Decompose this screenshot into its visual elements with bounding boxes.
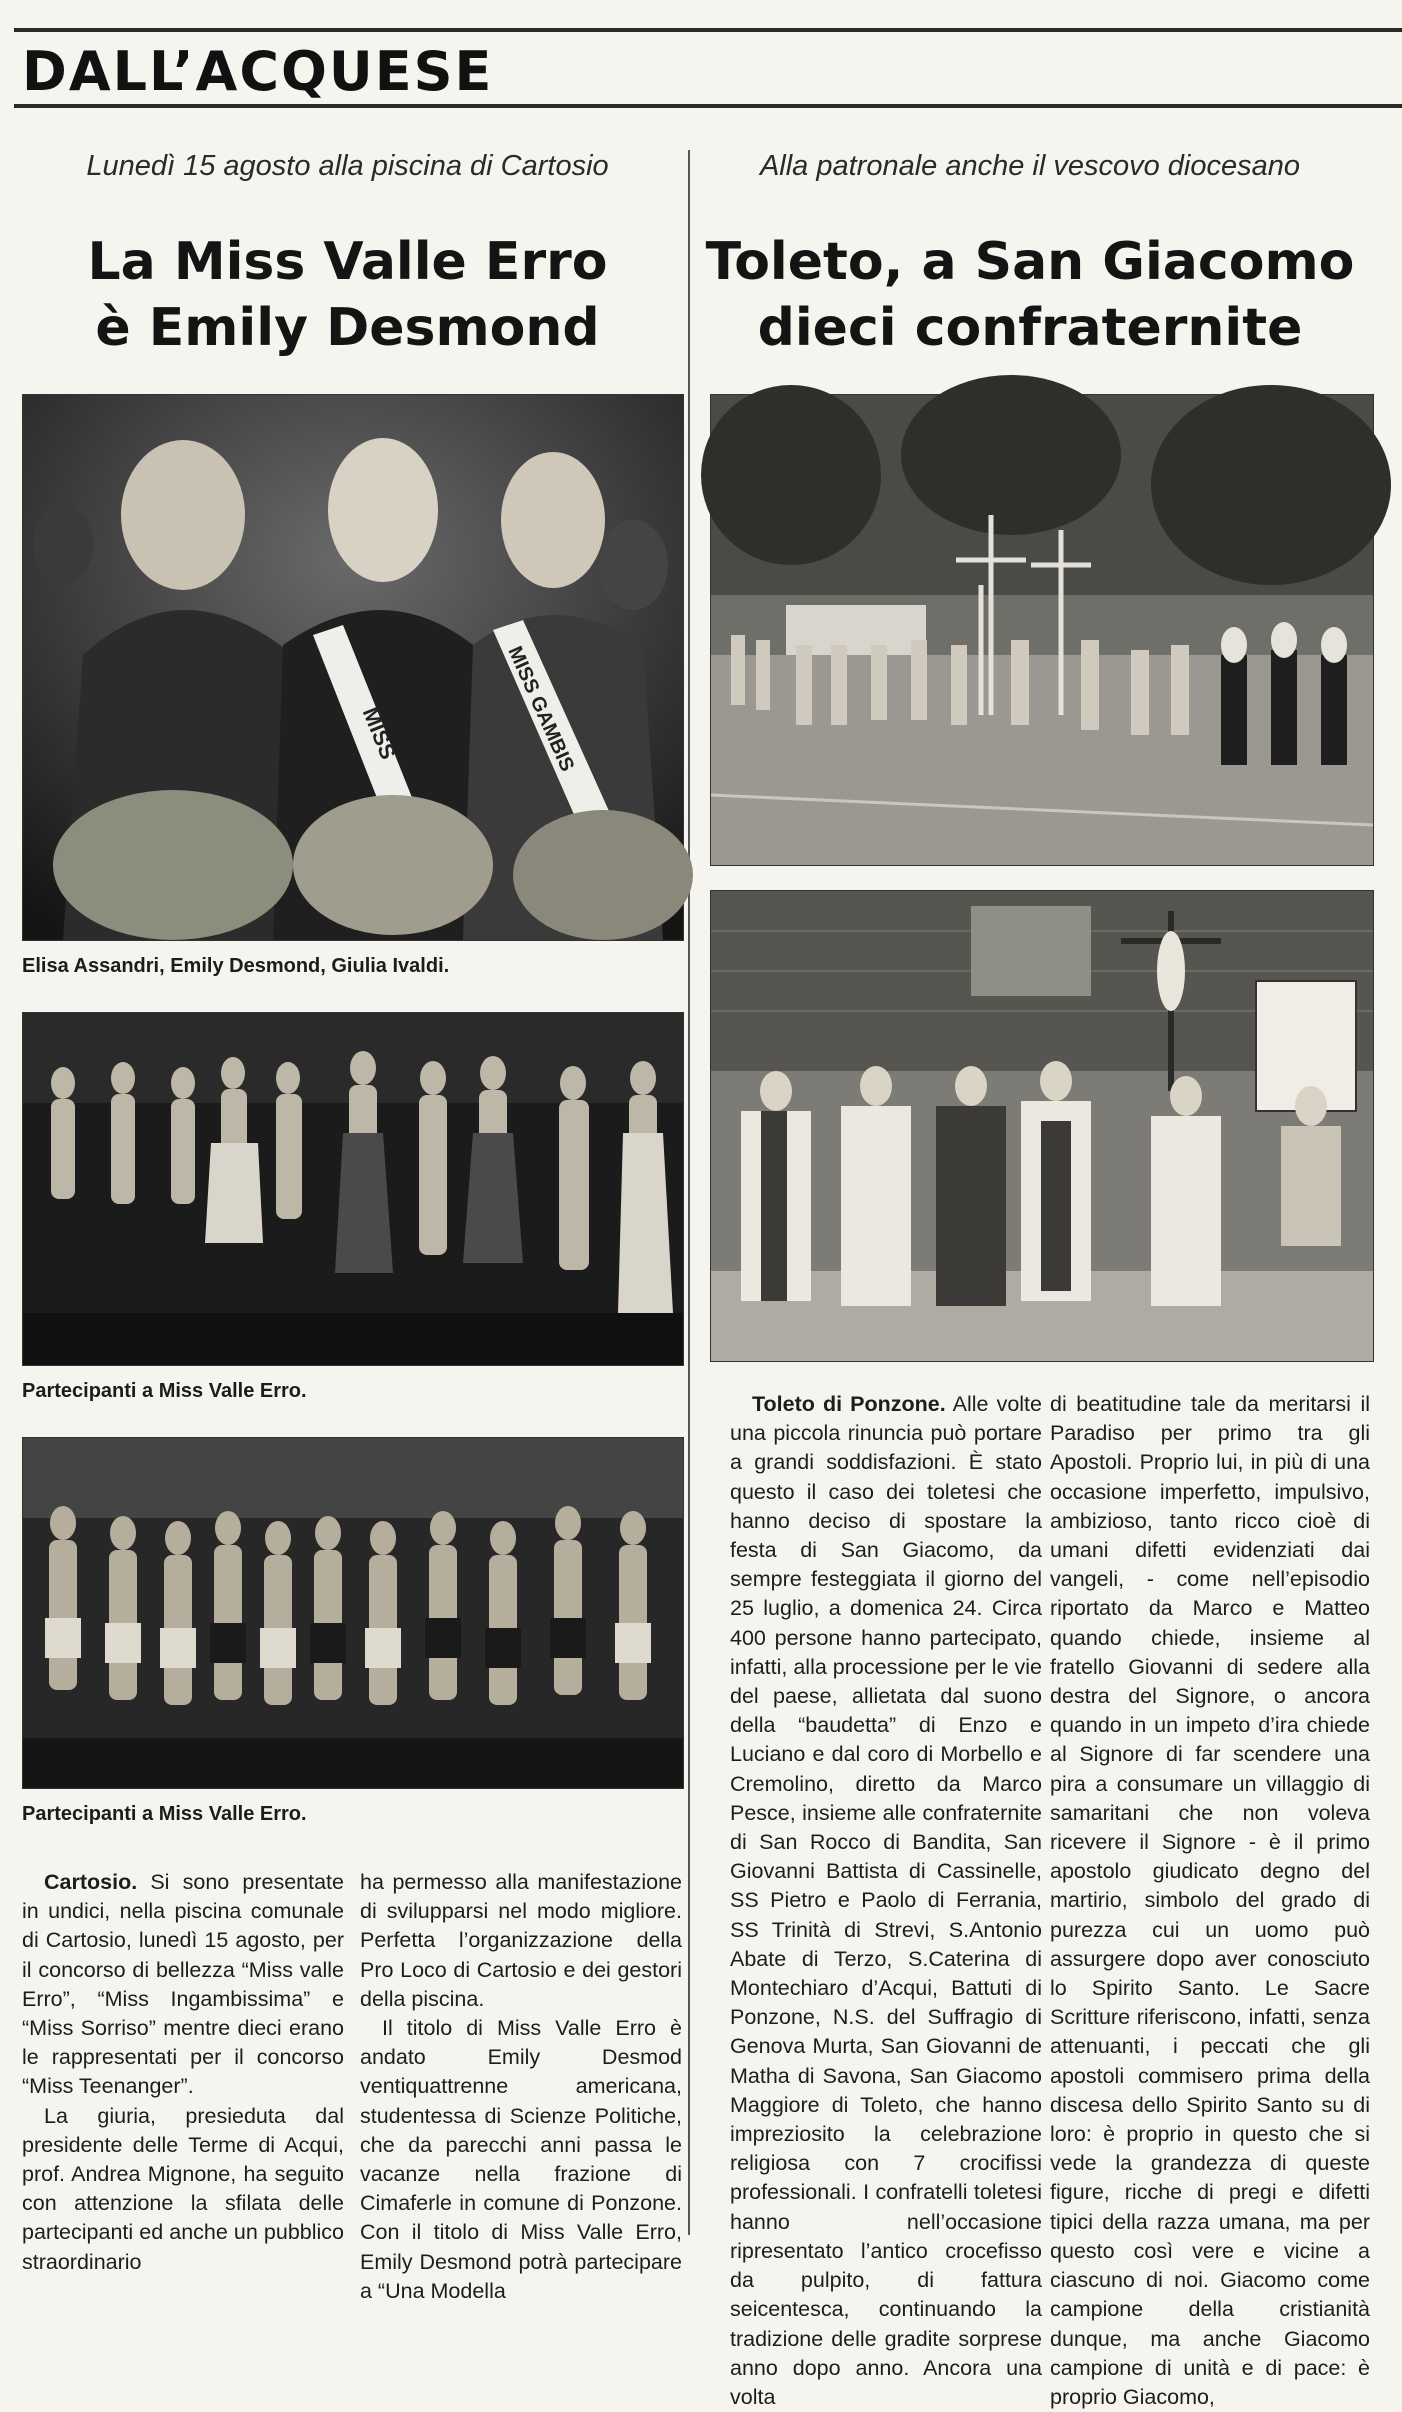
right-dateline: Toleto di Ponzone. xyxy=(752,1392,946,1416)
photo-participants-swimsuits-caption: Partecipanti a Miss Valle Erro. xyxy=(22,1803,307,1825)
left-headline-line2: è Emily Desmond xyxy=(95,298,600,358)
right-headline-line2: dieci confraternite xyxy=(757,298,1303,358)
photo-participants-dresses xyxy=(22,1012,684,1366)
photo-winners-caption: Elisa Assandri, Emily Desmond, Giulia Ivaldi. xyxy=(22,955,450,977)
left-headline-line1: La Miss Valle Erro xyxy=(87,232,608,292)
sash-text-2: MISS GAMBIS xyxy=(503,643,579,775)
left-article-col1 xyxy=(22,1868,344,2274)
left-kicker: Lunedì 15 agosto alla piscina di Cartosio xyxy=(86,150,609,182)
photo-winners xyxy=(22,394,684,941)
right-headline-line1: Toleto, a San Giacomo xyxy=(705,232,1355,292)
left-col2-p1: ha permesso alla manifestazione di svilupparsi nel modo migliore. Perfetta l’organizzazione della Pro Loco di Cartosio e dei gestori della piscina. xyxy=(360,1870,682,2011)
photo-procession xyxy=(710,394,1374,866)
right-col2-p1: di beatitudine tale da meritarsi il Paradiso per primo tra gli Apostoli. Proprio lui, in più di una occasione imperfetto, impulsivo, ambizioso, tanto ricco cioè di umani difetti evidenziati dai vangeli, - come nell’episodio riportato da Marco e Matteo quando chiede, insieme al fratello Giovanni di sedere alla destra del Signore, o ancora quando in un impeto d’ira chiede al Signore di far scendere una pira a consumare un villaggio di samaritani che non voleva ricevere il Signore - è il primo apostolo giudicato degno del martirio, simbolo del grado di purezza cui un uomo può assurgere dopo aver conosciuto lo Spirito Santo. Le Sacre Scritture riferiscono, infatti, senza attenuanti, i peccati che gli apostoli commisero prima della discesa dello Spirito Santo su di loro: è proprio in questo che si vede la grandezza di queste figure, ricche di pregi e difetti tipici della razza umana, ma per questo così vere e vicine a ciascuno di noi. Giacomo come campione della cristianità dunque, ma anche Giacomo campione di unità e di pace: è proprio Giacomo, xyxy=(1050,1392,1370,2409)
left-col2-p2: Il titolo di Miss Valle Erro è andato Emily Desmod ventiquattrenne americana, studentessa di Scienze Politiche, che da parecchi anni passa le vacanze nella frazione di Cimaferle in comune di Ponzone. Con il titolo di Miss Valle Erro, Emily Desmond potrà partecipare a “Una Modella xyxy=(360,2016,682,2303)
right-col1-p1: Alle volte una piccola rinuncia può portare a grandi soddisfazioni. È stato questo il caso dei toletesi che hanno deciso di spostare la festa di San Giacomo, da sempre festeggiata il giorno del 25 luglio, a domenica 24. Circa 400 persone hanno partecipato, infatti, alla processione per le vie del paese, allietata dal suono della “baudetta” di Enzo e Luciano e dal coro di Morbello e Cremolino, diretto da Marco Pesce, insieme alle confraternite di San Rocco di Bandita, San Giovanni Battista di Cassinelle, SS Pietro e Paolo di Ferrania, SS Trinità di Strevi, S.Antonio Abate di Terzo, S.Caterina di Montechiaro d’Acqui, Battuti di Ponzone, N.S. del Suffragio di Genova Murta, San Giovanni de Matha di Savona, San Giacomo Maggiore di Toleto, che hanno impreziosito la celebrazione religiosa con 7 crocifissi professionali. I confratelli toletesi hanno nell’occasione ripresentato l’antico crocefisso da pulpito, di fattura seicentesca, continuando la tradizione delle gradite sorprese anno dopo anno. Ancora una volta xyxy=(730,1392,1042,2409)
right-article-col1 xyxy=(730,1390,1042,2409)
left-article-col2 xyxy=(360,1868,682,2303)
section-title: DALL’ACQUESE xyxy=(22,40,494,103)
article-divider xyxy=(688,150,690,2235)
right-kicker: Alla patronale anche il vescovo diocesano xyxy=(759,150,1301,182)
photo-participants-swimsuits xyxy=(22,1437,684,1789)
header-bottom-rule xyxy=(14,104,1402,108)
sash-text-1: MISS xyxy=(357,703,402,763)
photo-clergy xyxy=(710,890,1374,1362)
left-dateline: Cartosio. xyxy=(44,1870,138,1894)
left-col1-p1: Si sono presentate in undici, nella piscina comunale di Cartosio, lunedì 15 agosto, per il concorso di bellezza “Miss valle Erro”, “Miss Ingambissima” e “Miss Sorriso” mentre dieci erano le rappresentati per il concorso “Miss Teenanger”. xyxy=(22,1870,344,2099)
photo-participants-dresses-caption: Partecipanti a Miss Valle Erro. xyxy=(22,1380,307,1402)
right-article-col2 xyxy=(1050,1390,1370,2409)
header-top-rule xyxy=(14,28,1402,32)
left-col1-p2: La giuria, presieduta dal presidente delle Terme di Acqui, prof. Andrea Mignone, ha seguito con attenzione la sfilata delle partecipanti ed anche un pubblico straordinario xyxy=(22,2103,344,2274)
